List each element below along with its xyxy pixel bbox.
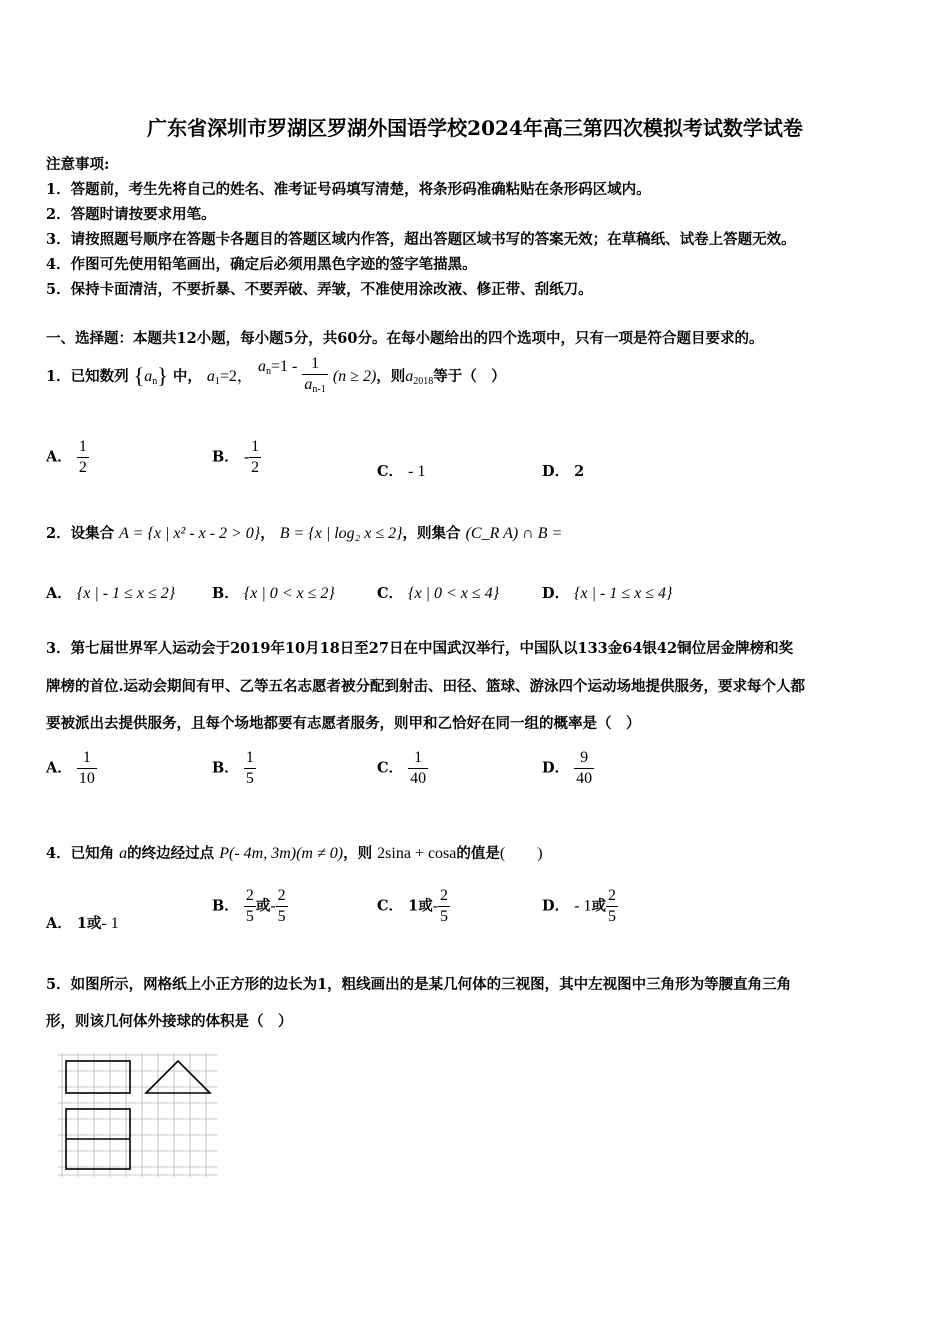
q3-option-d[interactable]: D． $\frac{9}{40}$ xyxy=(542,749,593,787)
three-view-figure xyxy=(58,1053,220,1178)
question-5-line: 5．如图所示，网格纸上小正方形的边长为1，粗线画出的是某几何体的三视图，其中左视图中三角形为等腰直角三角 xyxy=(46,976,792,993)
notes-heading: 注意事项: xyxy=(46,156,110,173)
question-1: 1．已知数列 $\{a_n\}$ 中， $a_1=2$， $a^n=1$ - $\frac{1}{a_{n-1}}$ (n ≥ 2)，则$a_{2018}$等于（ ） xyxy=(46,355,506,395)
side-view xyxy=(146,1061,210,1093)
question-3-line: 3．第七届世界军人运动会于2019年10月18日至27日在中国武汉举行，中国队以133金64银42铜位居金牌榜和奖 xyxy=(46,640,794,657)
q2-option-c[interactable]: C． {x | 0 < x ≤ 4} xyxy=(377,585,500,602)
q4-option-c[interactable]: C． 1或- $\frac{2}{5}$ xyxy=(377,887,449,925)
q1-option-b[interactable]: B． - $\frac{1}{2}$ xyxy=(212,438,260,476)
q3-option-b[interactable]: B． $\frac{1}{5}$ xyxy=(212,749,254,787)
q4-option-a[interactable]: A． 1或- 1 xyxy=(46,915,119,932)
q1-option-c[interactable]: C． - 1 xyxy=(377,463,426,480)
note-item: 1．答题前，考生先将自己的姓名、准考证号码填写清楚，将条形码准确粘贴在条形码区域内。 xyxy=(46,181,651,198)
q3-option-c[interactable]: C． $\frac{1}{40}$ xyxy=(377,749,427,787)
note-item: 5．保持卡面清洁，不要折暴、不要弄破、弄皱，不准使用涂改液、修正带、刮纸刀。 xyxy=(46,281,593,298)
section-heading: 一、选择题：本题共12小题，每小题5分，共60分。在每小题给出的四个选项中，只有一项是符合题目要求的。 xyxy=(46,330,764,347)
question-2: 2．设集合 A = {x | x² - x - 2 > 0}， B = {x | log₂ x ≤ 2}，则集合 (C_R A) ∩ B = xyxy=(46,525,563,542)
front-view xyxy=(66,1061,130,1093)
q2-option-a[interactable]: A． {x | - 1 ≤ x ≤ 2} xyxy=(46,585,176,602)
q2-option-d[interactable]: D． {x | - 1 ≤ x ≤ 4} xyxy=(542,585,673,602)
q1-option-d[interactable]: D． 2 xyxy=(542,463,585,480)
q2-option-b[interactable]: B． {x | 0 < x ≤ 2} xyxy=(212,585,335,602)
question-4: 4．已知角 a的终边经过点 P(- 4m, 3m)(m ≠ 0)，则 2sina + cosa的值是( ) xyxy=(46,845,543,862)
question-3-line: 牌榜的首位.运动会期间有甲、乙等五名志愿者被分配到射击、田径、篮球、游泳四个运动场地提供服务，要求每个人都 xyxy=(46,678,806,695)
note-item: 3．请按照题号顺序在答题卡各题目的答题区域内作答，超出答题区域书写的答案无效；在草稿纸、试卷上答题无效。 xyxy=(46,231,796,248)
question-3-line: 要被派出去提供服务，且每个场地都要有志愿者服务，则甲和乙恰好在同一组的概率是（ ） xyxy=(46,715,641,732)
q1-option-a[interactable]: A． $\frac{1}{2}$ xyxy=(46,438,87,476)
q4-option-d[interactable]: D． - 1或 $\frac{2}{5}$ xyxy=(542,887,616,925)
q3-option-a[interactable]: A． $\frac{1}{10}$ xyxy=(46,749,95,787)
grid-lines xyxy=(58,1053,218,1177)
note-item: 4．作图可先使用铅笔画出，确定后必须用黑色字迹的签字笔描黑。 xyxy=(46,256,477,273)
q4-option-b[interactable]: B． $\frac{2}{5}$ 或- $\frac{2}{5}$ xyxy=(212,887,286,925)
question-5-line: 形，则该几何体外接球的体积是（ ） xyxy=(46,1013,293,1030)
page-title: 广东省深圳市罗湖区罗湖外国语学校2024年高三第四次模拟考试数学试卷 xyxy=(147,116,803,140)
note-item: 2．答题时请按要求用笔。 xyxy=(46,206,216,223)
